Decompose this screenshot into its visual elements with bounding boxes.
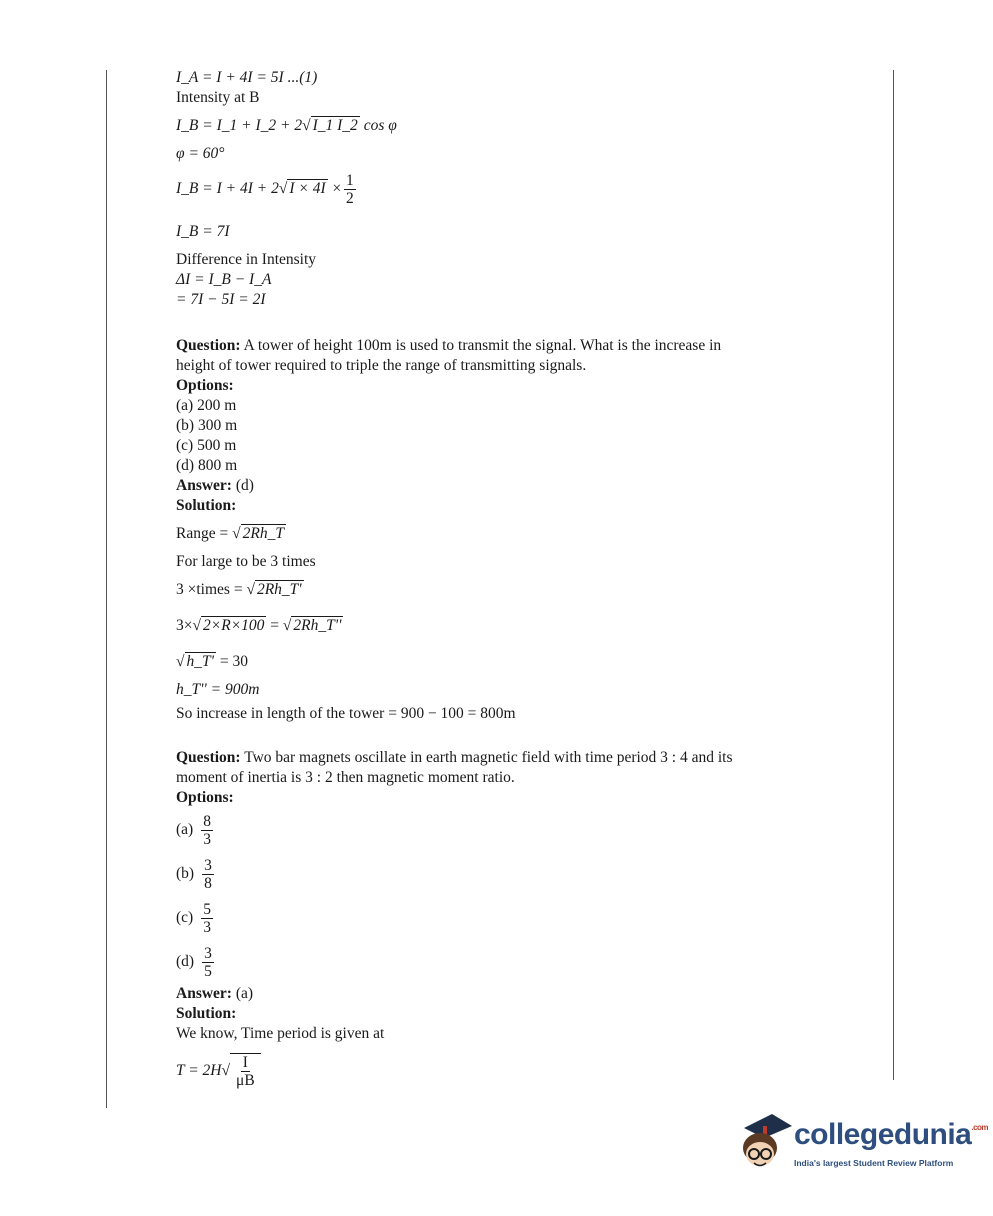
difference-label: Difference in Intensity (176, 251, 317, 268)
options-label: Options: (176, 377, 234, 394)
question-2-continued: moment of inertia is 3 : 2 then magnetic moment ratio. (176, 769, 515, 786)
eq-ia: I_A = I + 4I = 5I ...(1) (176, 69, 318, 86)
page-content (176, 68, 816, 1098)
eq-ib-formula: I_B = I_1 + I_2 + 2√ I_1 I_2 cos φ (176, 117, 397, 134)
s-increase: So increase in length of the tower = 900 − 100 = 800m (176, 705, 516, 722)
eq-ib-substituted: I_B = I + 4I + 2 √ I × 4I × $\frac{1}{2}$ (176, 171, 354, 207)
eq-phi: φ = 60° (176, 145, 225, 162)
s-time-period: T = 2H √ $\frac{I}{\mu B}$ (176, 1044, 816, 1098)
question-label: Question: (176, 337, 241, 354)
logo-tagline: India's largest Student Review Platform (794, 1158, 954, 1168)
question-2: Question: Two bar magnets oscillate in earth magnetic field with time period 3 : 4 and its (176, 749, 733, 766)
intensity-b-label: Intensity at B (176, 89, 260, 106)
answer-1: Answer: (d) (176, 477, 254, 494)
option-c-fraction: (c) $\frac{5}{3}$ (176, 900, 211, 936)
option-b: (b) 300 m (176, 417, 238, 434)
s-times: 3 ×times = √ 2Rh_T' (176, 581, 302, 598)
option-b-fraction: (b) $\frac{3}{8}$ (176, 856, 212, 892)
solution-label-2: Solution: (176, 1005, 237, 1022)
s-large: For large to be 3 times (176, 553, 316, 570)
options-label-2: Options: (176, 789, 234, 806)
question-1: Question: A tower of height 100m is used to transmit the signal. What is the increase in (176, 337, 722, 354)
option-a-fraction: (a) $\frac{8}{3}$ (176, 812, 211, 848)
s-root: √ h_T' = 30 (176, 653, 248, 670)
right-margin-rule (893, 70, 894, 1080)
option-c: (c) 500 m (176, 437, 237, 454)
s-h: h_T'' = 900m (176, 681, 260, 698)
option-a: (a) 200 m (176, 397, 237, 414)
eq-delta-result: = 7I − 5I = 2I (176, 291, 266, 308)
question-1-continued: height of tower required to triple the range of transmitting signals. (176, 357, 587, 374)
eq-delta: ΔI = I_B − I_A (176, 271, 272, 288)
left-margin-rule (106, 70, 107, 1108)
solution-label: Solution: (176, 497, 237, 514)
s-range: Range = √ 2Rh_T (176, 525, 284, 542)
logo-wordmark: collegedunia$^{.com}$ (794, 1118, 989, 1151)
option-d-fraction: (d) $\frac{3}{5}$ (176, 944, 212, 980)
collegedunia-logo[interactable] (736, 1108, 989, 1180)
s-know: We know, Time period is given at (176, 1025, 385, 1042)
student-mascot-icon (736, 1110, 792, 1176)
eq-ib-result: I_B = 7I (176, 223, 230, 240)
s-substitute: 3×√ 2×R×100 = √ 2Rh_T'' (176, 617, 342, 634)
option-d: (d) 800 m (176, 457, 238, 474)
answer-2: Answer: (a) (176, 985, 254, 1002)
